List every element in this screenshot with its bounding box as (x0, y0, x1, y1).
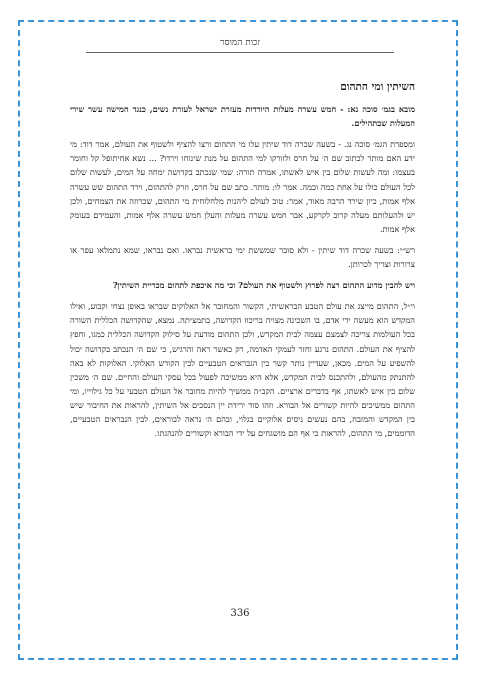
paragraph-source-sukkah-51: מובא בגמ׳ סוכה נא: - חמש עשרה מעלות היורדות מעזרת ישראל לעזרת נשים, כנגד חמישה עשר שירי המעלות שבתהילים. (70, 104, 415, 129)
running-header-title: זכות המוסר (214, 38, 266, 48)
paragraph-question: ויש להבין מדוע התהום רצה לפרוץ ולשטוף את העולם? וכי מה איכפת לתהום מכריית השיתין? (112, 280, 415, 291)
paragraph-rashi: רש״י: בשעה שכרה דוד שיתין - ולא סובר שמששת ימי בראשית נבראו. ואם נבראו, שמא נתמלאו עפר או צרורות וצריך לכרותן. (70, 244, 415, 270)
paragraph-answer: וי״ל, התהום מייצג את עולם הטבע הבראשיתי, הקשור והמחובר אל האלוקים שבראו באופן נצחי וקבוע, ואילו המקדש הוא מעשה ידי אדם, בו השכינה מצויה בריכוז הקדושה, בתמציתה. נמצא, שהקדושה הכללית השורה בכל העולמות צריכה לצמצם עצמה לבית המקדש, ולכן התהום מודעת על סילוק הקדושה הכללית כמגו, וחפץ להציף את העולם. התהום נרגע וחזר לעמקי האדמה, רק כאשר ראה והרגיש, כי שם ה׳ הנכתב בקדושה יכול להשפיע על המים. מכאן, שעדיין נותר קשר בין הגבראים הטבעיים לבין הקודש האלוקי. האלוקות לא באה להתנתק מהעולם, ולהתכנס לבית המקדש, אלא היא ממשיכה לפעול בכל עסקי העולם והחיים. שם ה׳ משכין שלום בין איש לאשתו, אף בדברים ארציים. הקב״ה ממשיך להיות מחובר אל העולם הטבעי על כל גילוייו, ומי התהום ממשיכים להיות קשורים אל הבורא. וזהו סוד ירידת יין הנסכים אל השיתין, להראות את החיבור שיש בין המקדש והמזבח, בהם נעשים ניסים אלוקיים בגלוי, ובהם ה׳ נראה לבוראים, לבין הנבראים הטבעיים, הדוממים, מי התהום, להראות כי אף הם מושגחים על ידי הבורא וקשורים להנהגתו. (70, 301, 415, 439)
article-title: השיתין ומי התהום (340, 81, 415, 93)
article-body (70, 80, 415, 447)
running-header (0, 37, 480, 48)
header-rule (86, 52, 394, 53)
paragraph-gemara-story: ומספרת הגמ׳ סוכה נג. - בשעה שכרה דוד שיתין עלו מי התהום ורצו להציף ולשטוף את העולם, אמר דוד: מי ידע האם מותר לכתוב שם ה׳ על חרס ולזורקו למי התהום על מנת שינוחו וירדו? ... נשא אחיתופל קל וחומר בעצמו: ומה לעשות שלום בין איש לאשתו, אמרה תורה: שמי שנכתב בקדושה ימחה על המים, לעשות שלום לכל העולם כולו על אחת כמה וכמה. אמר לו: מותר. כתב שם על חרס, וזרק להתהום, וירד התהום שש עשרה אלף אמות, כיון שירד הרבה מאוד, אמר: טוב לעולם ליהנות מלחלוחית מי התהום, שכרוזה את הצמחים, ולכן יש ולהעלותם מעלה קרוב לקרקע, אבר חמש עשרה מעלות והעלן חמש עשרה אלף אמות, והעמידם בעומק אלף אמות. (70, 139, 415, 234)
page-number: 336 (230, 608, 250, 619)
